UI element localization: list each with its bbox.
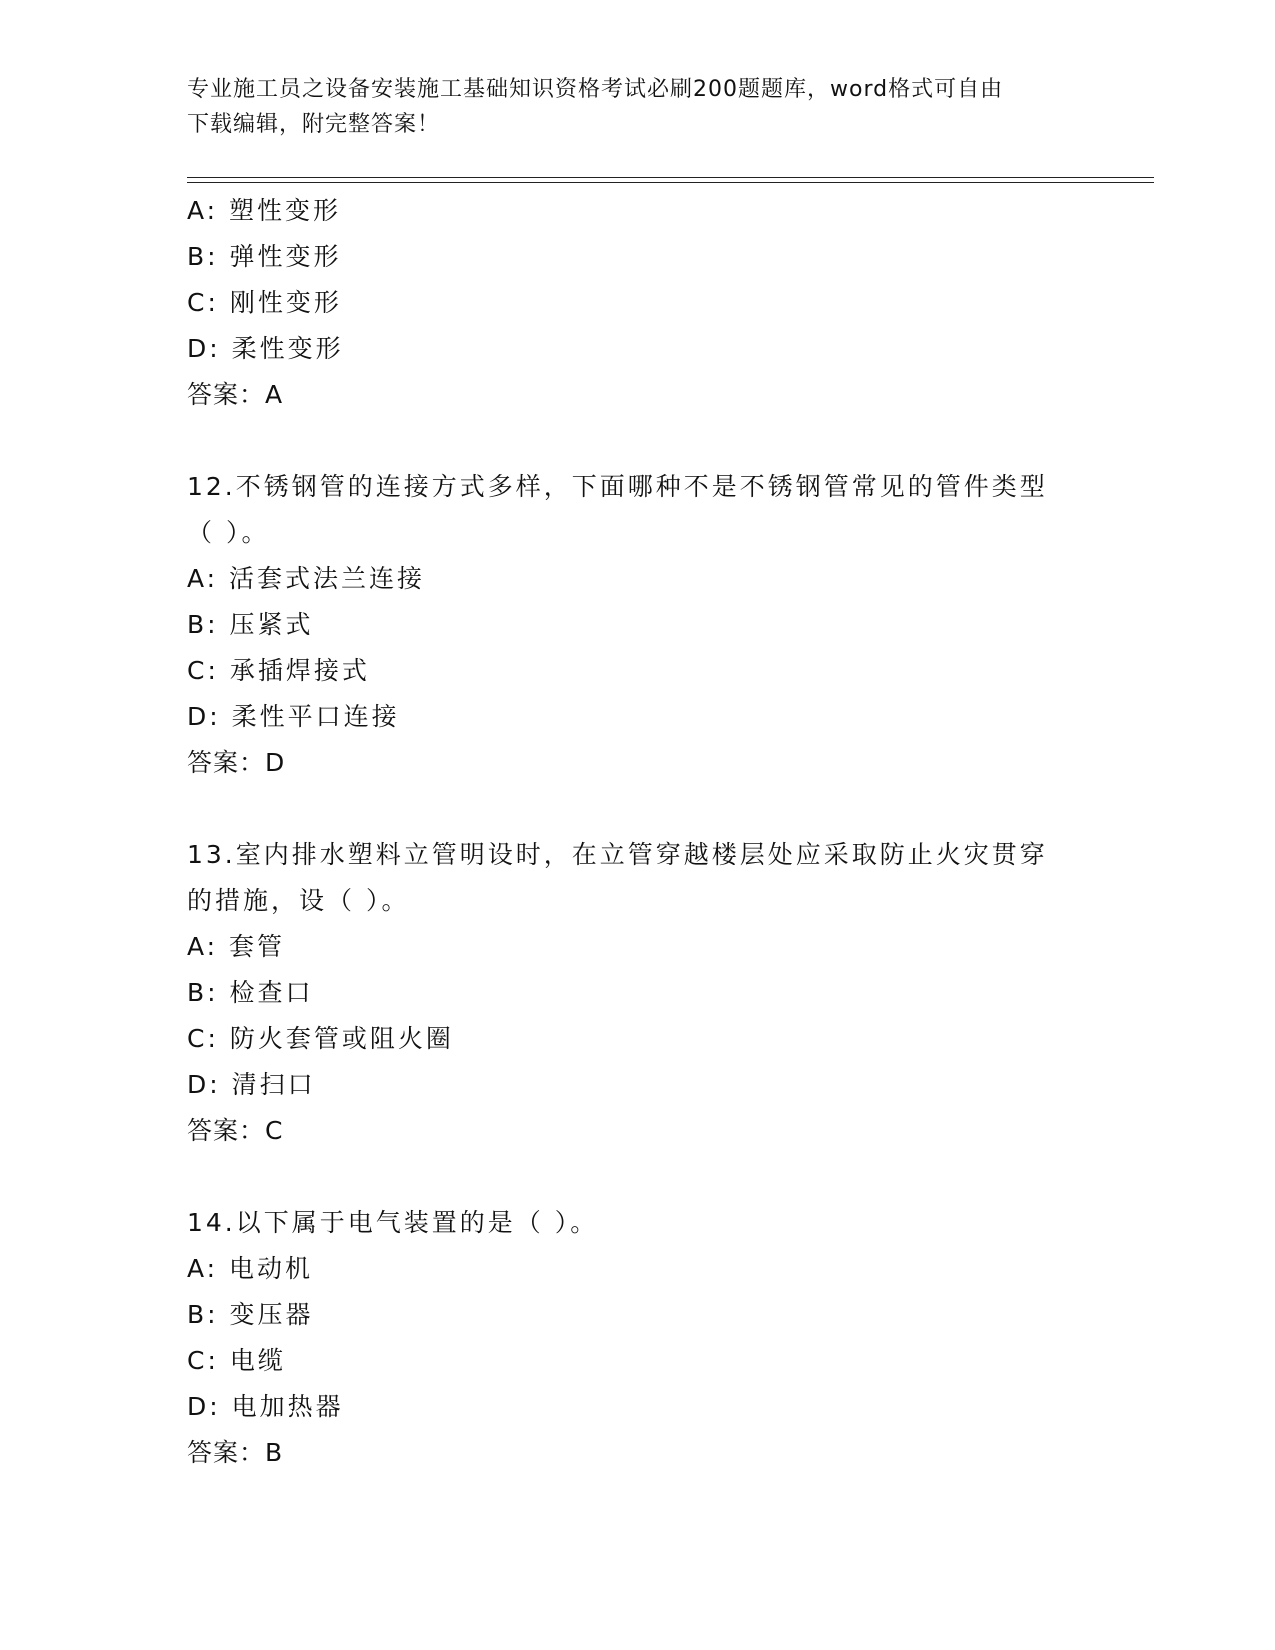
option-d: D: 柔性变形: [187, 334, 344, 363]
option-c: C: 防火套管或阻火圈: [187, 1024, 454, 1053]
question-stem: 14.以下属于电气装置的是（ ）。: [187, 1208, 599, 1237]
question-11: [187, 188, 1087, 418]
header-divider-top: [187, 177, 1154, 178]
option-b: B: 检查口: [187, 978, 314, 1007]
spacer: [187, 786, 1087, 832]
option-c: C: 电缆: [187, 1346, 286, 1375]
answer-line: 答案：D: [187, 748, 286, 777]
option-b: B: 变压器: [187, 1300, 314, 1329]
header-line-2: 下载编辑，附完整答案！: [187, 112, 441, 137]
question-stem: 13.室内排水塑料立管明设时，在立管穿越楼层处应采取防止火灾贯穿: [187, 840, 1048, 869]
option-a: A: 活套式法兰连接: [187, 564, 426, 593]
answer-line: 答案：C: [187, 1116, 284, 1145]
option-c: C: 刚性变形: [187, 288, 342, 317]
question-stem: 12.不锈钢管的连接方式多样，下面哪种不是不锈钢管常见的管件类型: [187, 472, 1048, 501]
document-header: [187, 72, 1067, 142]
option-a: A: 套管: [187, 932, 286, 961]
option-d: D: 清扫口: [187, 1070, 316, 1099]
header-line-1: 专业施工员之设备安装施工基础知识资格考试必刷200题题库，word格式可自由: [187, 77, 1004, 102]
option-a: A: 电动机: [187, 1254, 314, 1283]
answer-line: 答案：A: [187, 380, 284, 409]
option-d: D: 电加热器: [187, 1392, 344, 1421]
question-13: [187, 832, 1087, 1154]
option-a: A: 塑性变形: [187, 196, 342, 225]
spacer: [187, 418, 1087, 464]
question-stem-continued: 的措施，设（ ）。: [187, 886, 410, 915]
option-b: B: 压紧式: [187, 610, 314, 639]
question-stem-continued: （ ）。: [187, 518, 270, 547]
option-d: D: 柔性平口连接: [187, 702, 400, 731]
question-12: [187, 464, 1087, 786]
spacer: [187, 1154, 1087, 1200]
header-divider-bottom: [187, 182, 1154, 183]
option-b: B: 弹性变形: [187, 242, 342, 271]
question-14: [187, 1200, 1087, 1476]
question-list: [187, 188, 1087, 1476]
answer-line: 答案：B: [187, 1438, 284, 1467]
option-c: C: 承插焊接式: [187, 656, 370, 685]
